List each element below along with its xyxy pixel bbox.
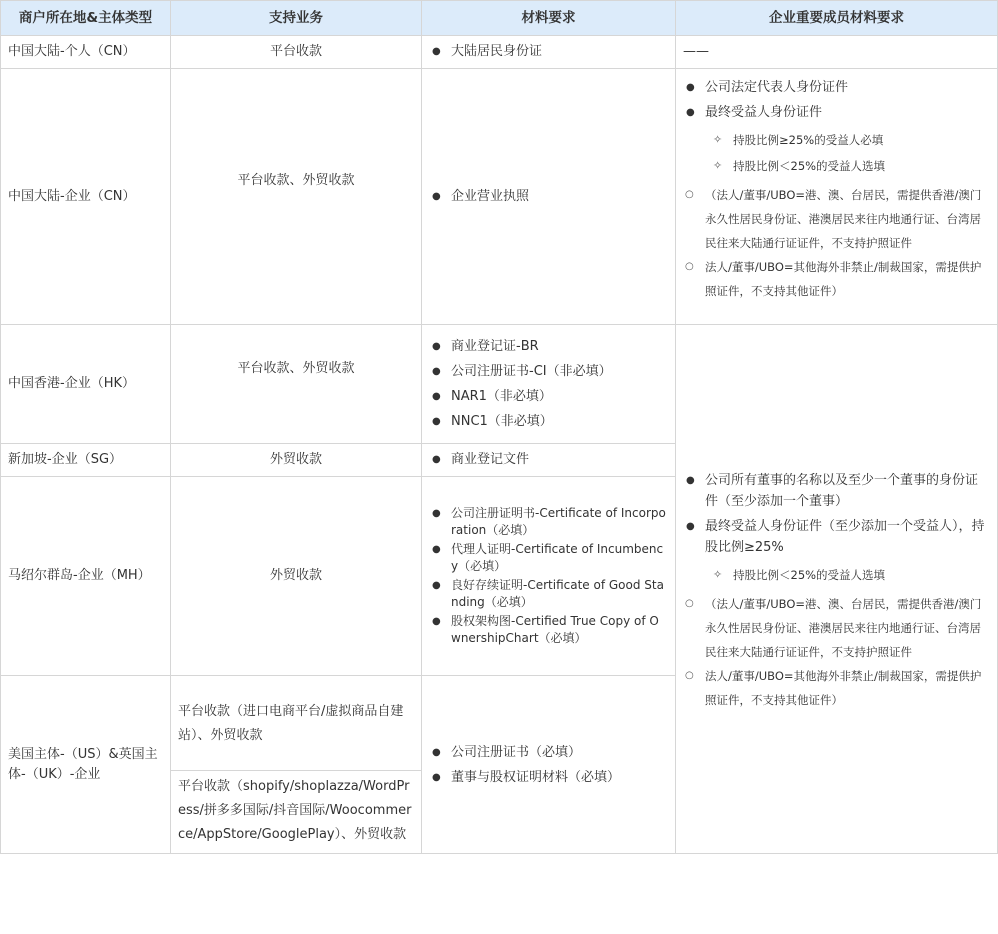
list-item: ● NAR1（非必填） xyxy=(429,386,668,407)
list-item: ● 良好存续证明-Certificate of Good Standing（必填） xyxy=(429,577,668,611)
table-row xyxy=(1,36,998,69)
list-item: ○ （法人/董事/UBO=港、澳、台居民，需提供香港/澳门永久性居民身份证、港澳居民来往内地通行证、台湾居民往来大陆通行证证件，不支持护照证件 xyxy=(683,183,990,255)
materials-cell xyxy=(422,69,676,325)
list-item: ● 股权架构图-Certified True Copy of OwnershipChart（必填） xyxy=(429,613,668,647)
list-item: ✧ 持股比例≥25%的受益人必填 xyxy=(683,127,990,153)
table-row xyxy=(1,325,998,444)
business-cell: 平台收款、外贸收款 xyxy=(171,69,422,325)
list-item: ○ 法人/董事/UBO=其他海外非禁止/制裁国家，需提供护照证件，不支持其他证件） xyxy=(683,255,990,303)
business-cell: 外贸收款 xyxy=(171,444,422,477)
header-row xyxy=(1,1,998,36)
list-item: ✧ 持股比例＜25%的受益人选填 xyxy=(683,562,990,588)
region-cell: 马绍尔群岛-企业（MH） xyxy=(1,477,171,676)
business-cell-split xyxy=(171,676,422,854)
list-item: ● 最终受益人身份证件 xyxy=(683,102,990,123)
list-item: ● 商业登记文件 xyxy=(429,450,668,470)
materials-cell xyxy=(422,676,676,854)
materials-cell xyxy=(422,477,676,676)
list-item: ● 代理人证明-Certificate of Incumbency（必填） xyxy=(429,541,668,575)
business-cell: 平台收款 xyxy=(171,36,422,69)
list-item: ● 企业营业执照 xyxy=(429,187,668,207)
list-item: ● 商业登记证-BR xyxy=(429,336,668,357)
region-cell: 新加坡-企业（SG） xyxy=(1,444,171,477)
region-cell: 中国香港-企业（HK） xyxy=(1,325,171,444)
region-cell: 中国大陆-企业（CN） xyxy=(1,69,171,325)
list-item: ● 公司注册证书（必填） xyxy=(429,742,668,763)
list-item: ● 公司所有董事的名称以及至少一个董事的身份证件（至少添加一个董事） xyxy=(683,470,990,512)
business-option-a: 平台收款（进口电商平台/虚拟商品自建站）、外贸收款 xyxy=(171,676,421,771)
header-region: 商户所在地&主体类型 xyxy=(1,1,171,36)
header-materials: 材料要求 xyxy=(422,1,676,36)
header-business: 支持业务 xyxy=(171,1,422,36)
table-row xyxy=(1,69,998,325)
members-cell-shared xyxy=(676,325,998,854)
list-item: ✧ 持股比例＜25%的受益人选填 xyxy=(683,153,990,179)
materials-cell xyxy=(422,36,676,69)
business-option-b: 平台收款（shopify/shoplazza/WordPress/拼多多国际/抖音国际/Woocommerce/AppStore/GooglePlay）、外贸收款 xyxy=(178,779,412,842)
header-members: 企业重要成员材料要求 xyxy=(676,1,998,36)
members-cell xyxy=(676,69,998,325)
list-item: ○ （法人/董事/UBO=港、澳、台居民，需提供香港/澳门永久性居民身份证、港澳居民来往内地通行证、台湾居民往来大陆通行证证件，不支持护照证件 xyxy=(683,592,990,664)
region-cell: 中国大陆-个人（CN） xyxy=(1,36,171,69)
materials-cell xyxy=(422,325,676,444)
region-cell: 美国主体-（US）&英国主体-（UK）-企业 xyxy=(1,676,171,854)
business-cell: 平台收款、外贸收款 xyxy=(171,325,422,444)
list-item: ● 董事与股权证明材料（必填） xyxy=(429,767,668,788)
list-item: ● NNC1（非必填） xyxy=(429,411,668,432)
members-cell: —— xyxy=(676,36,998,69)
list-item: ○ 法人/董事/UBO=其他海外非禁止/制裁国家，需提供护照证件，不支持其他证件） xyxy=(683,664,990,712)
list-item: ● 公司注册证明书-Certificate of Incorporation（必填） xyxy=(429,505,668,539)
business-cell: 外贸收款 xyxy=(171,477,422,676)
list-item: ● 公司注册证书-CI（非必填） xyxy=(429,361,668,382)
materials-cell xyxy=(422,444,676,477)
list-item: ● 最终受益人身份证件（至少添加一个受益人），持股比例≥25% xyxy=(683,516,990,558)
list-item: ● 公司法定代表人身份证件 xyxy=(683,77,990,98)
list-item: ● 大陆居民身份证 xyxy=(429,42,668,62)
